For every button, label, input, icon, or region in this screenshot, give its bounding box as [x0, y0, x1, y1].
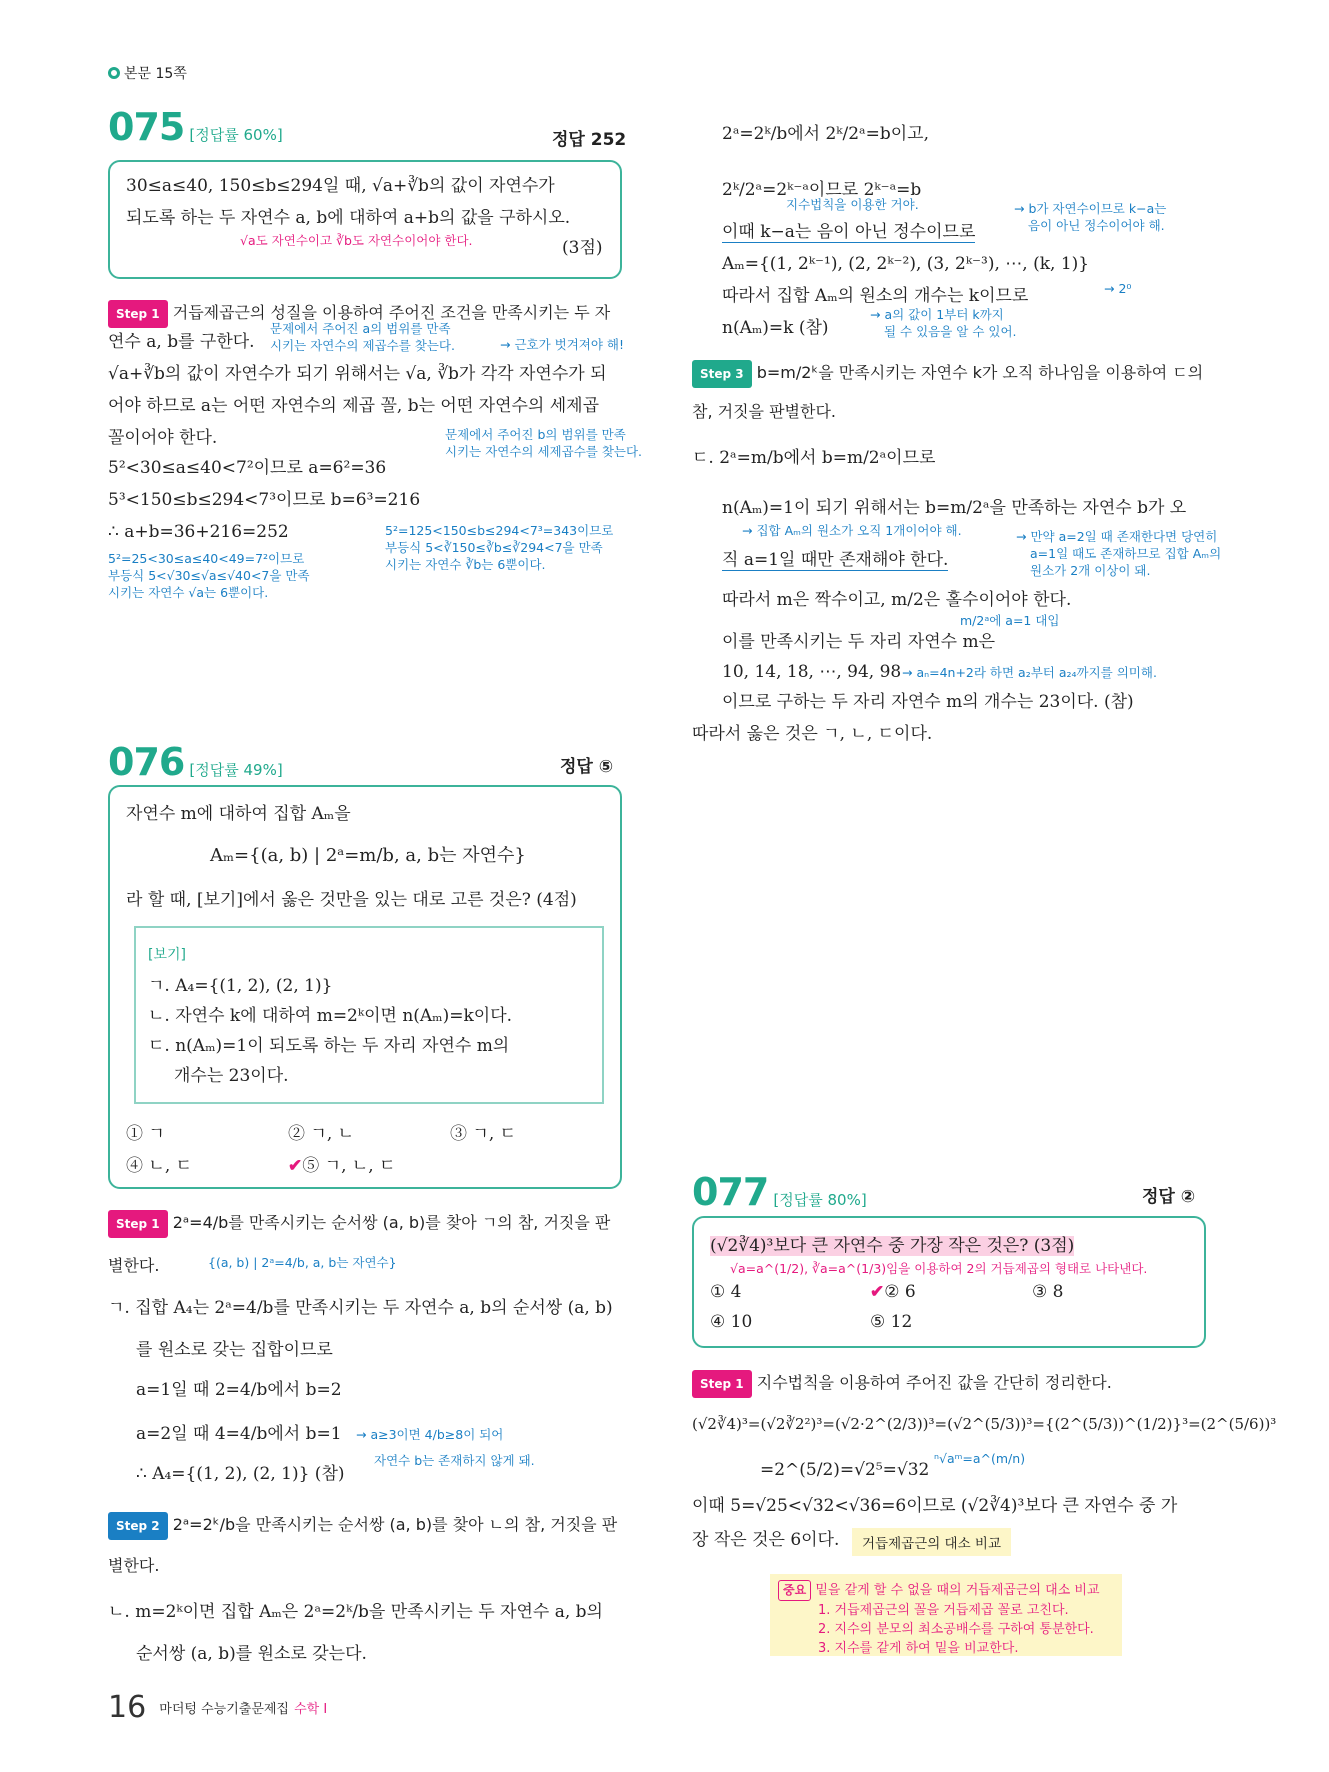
hint-077: √a=a^(1/2), ∛a=a^(1/3)임을 이용하여 2의 거듭제곱의 형태로 나타낸다. — [730, 1261, 1148, 1276]
answer-075: 정답 252 — [552, 130, 627, 150]
solution-075-line2: 연수 a, b를 구한다. — [108, 332, 255, 352]
choice-1[interactable]: ① ㄱ — [126, 1124, 165, 1144]
sol-r5: 따라서 집합 Aₘ의 원소의 개수는 k이므로 — [722, 286, 1029, 306]
sol-d8: 따라서 옳은 것은 ㄱ, ㄴ, ㄷ이다. — [692, 724, 933, 744]
sol-r2: 2ᵏ/2ᵃ=2ᵏ⁻ᵃ이므로 2ᵏ⁻ᵃ=b — [722, 180, 922, 200]
step3-076: Step 3 b=m/2ᵏ을 만족시키는 자연수 k가 오직 하나임을 이용하여 ㄷ의 — [692, 360, 1203, 388]
sol-g1: ㄱ. 집합 A₄는 2ᵃ=4/b를 만족시키는 두 자연수 a, b의 순서쌍 (a, b) — [108, 1298, 613, 1318]
page-ref-label: 본문 15쪽 — [124, 66, 187, 82]
bogi-item-2: ㄴ. 자연수 k에 대하여 m=2ᵏ이면 n(Aₘ)=k이다. — [148, 1006, 513, 1026]
step1-075: Step 1 거듭제곱근의 성질을 이용하여 주어진 조건을 만족시키는 두 자 — [108, 300, 610, 328]
step-badge: Step 1 — [108, 300, 168, 328]
step-badge: Step 1 — [692, 1370, 752, 1398]
note-g4: → a≥3이면 4/b≥8이 되어 — [356, 1427, 504, 1442]
sol-e3: 이때 5=√25<√32<√36=6이므로 (√2∛4)³보다 큰 자연수 중 가 — [692, 1496, 1178, 1516]
question-076-line2: 라 할 때, [보기]에서 옳은 것만을 있는 대로 고른 것은? (4점) — [126, 890, 577, 910]
question-075-line1: 30≤a≤40, 150≤b≤294일 때, √a+∛b의 값이 자연수가 — [126, 176, 555, 196]
check-icon: ✔ — [870, 1282, 885, 1302]
note-075-1: 문제에서 주어진 a의 범위를 만족 시키는 자연수의 제곱수를 찾는다. — [270, 321, 455, 353]
step-badge: Step 3 — [692, 360, 752, 388]
sol-d7: 이므로 구하는 두 자리 자연수 m의 개수는 23이다. (참) — [722, 692, 1134, 712]
bogi-item-3: ㄷ. n(Aₘ)=1이 되도록 하는 두 자리 자연수 m의 — [148, 1036, 510, 1056]
correct-rate: [정답률 80%] — [773, 1191, 867, 1209]
note-075-2: → 근호가 벗겨져야 해! — [500, 337, 625, 352]
problem-075-header — [108, 105, 283, 149]
sol-g5: ∴ A₄={(1, 2), (2, 1)} (참) — [136, 1464, 345, 1484]
choice-1[interactable]: ① 4 — [710, 1282, 742, 1302]
note-d2: → 집합 Aₘ의 원소가 오직 1개이어야 해. — [742, 523, 962, 538]
sol-d1: ㄷ. 2ᵃ=m/b에서 b=m/2ᵃ이므로 — [692, 448, 936, 468]
hint-075: √a도 자연수이고 ∛b도 자연수이어야 한다. — [240, 233, 473, 248]
step-badge: Step 1 — [108, 1210, 168, 1238]
solution-075-line4: 어야 하므로 a는 어떤 자연수의 제곱 꼴, b는 어떤 자연수의 세제곱 — [108, 396, 600, 416]
sol-n1: ㄴ. m=2ᵏ이면 집합 Aₘ은 2ᵃ=2ᵏ/b을 만족시키는 두 자연수 a, b의 — [108, 1602, 603, 1622]
note-075-5: 5²=25<30≤a≤40<49=7²이므로 부등식 5<√30≤√a≤√40<7을 만족 시키는 자연수 √a는 6뿐이다. — [108, 551, 310, 600]
note-r3: → b가 자연수이므로 k−a는 음이 아닌 정수이어야 해. — [1014, 201, 1167, 233]
step3-076-cont: 참, 거짓을 판별한다. — [692, 402, 836, 421]
sol-d6: 10, 14, 18, ⋯, 94, 98 — [722, 662, 902, 682]
problem-number: 077 — [692, 1170, 769, 1214]
solution-075-line8: ∴ a+b=36+216=252 — [108, 522, 289, 542]
choice-2[interactable]: ② ㄱ, ㄴ — [288, 1124, 355, 1144]
solution-075-line3: √a+∛b의 값이 자연수가 되기 위해서는 √a, ∛b가 각각 자연수가 되 — [108, 364, 607, 384]
bogi-item-3-cont: 개수는 23이다. — [174, 1066, 289, 1086]
choice-4[interactable]: ④ 10 — [710, 1312, 753, 1332]
step2-076-cont: 별한다. — [108, 1556, 160, 1575]
note-d6: → aₙ=4n+2라 하면 a₂부터 a₂₄까지를 의미해. — [902, 665, 1157, 680]
correct-rate: [정답률 60%] — [189, 126, 283, 144]
note-e2: ⁿ√aᵐ=a^(m/n) — [934, 1451, 1026, 1466]
answer-077: 정답 ② — [1142, 1187, 1196, 1207]
sol-r1: 2ᵃ=2ᵏ/b에서 2ᵏ/2ᵃ=b이고, — [722, 124, 929, 144]
circle-icon — [108, 67, 120, 79]
bogi-title: [보기] — [148, 947, 186, 963]
question-076-line1: 자연수 m에 대하여 집합 Aₘ을 — [126, 804, 351, 824]
sol-e4: 장 작은 것은 6이다. — [692, 1530, 840, 1550]
subject: 수학 I — [294, 1702, 328, 1717]
step1-077: Step 1 지수법칙을 이용하여 주어진 값을 간단히 정리한다. — [692, 1370, 1112, 1398]
choice-2[interactable]: ✔② 6 — [870, 1282, 916, 1302]
problem-077-header — [692, 1170, 867, 1214]
problem-076-header — [108, 740, 283, 784]
note-d4: m/2ᵃ에 a=1 대입 — [960, 613, 1060, 628]
step1-076-cont: 별한다. — [108, 1256, 160, 1275]
set-note: {(a, b) | 2ᵃ=4/b, a, b는 자연수} — [208, 1255, 397, 1270]
problem-number: 075 — [108, 105, 185, 149]
bogi-item-1: ㄱ. A₄={(1, 2), (2, 1)} — [148, 976, 333, 996]
choice-3[interactable]: ③ ㄱ, ㄷ — [450, 1124, 517, 1144]
question-075-line2: 되도록 하는 두 자연수 a, b에 대하여 a+b의 값을 구하시오. — [126, 208, 571, 228]
solution-075-line6: 5²<30≤a≤40<7²이므로 a=6²=36 — [108, 458, 387, 478]
page-number: 16 — [108, 1690, 147, 1725]
question-077: (√2∛4)³보다 큰 자연수 중 가장 작은 것은? (3점) — [710, 1236, 1075, 1256]
solution-075-line5: 꼴이어야 한다. — [108, 428, 218, 448]
set-definition: Aₘ={(a, b) | 2ᵃ=m/b, a, b는 자연수} — [210, 845, 526, 866]
note-d3: → 만약 a=2일 때 존재한다면 당연히 a=1일 때도 존재하므로 집합 Aₘ의 원소가 2개 이상이 돼. — [1016, 529, 1222, 578]
note-r2: 지수법칙을 이용한 거야. — [786, 197, 919, 212]
compare-label: 거듭제곱근의 대소 비교 — [852, 1528, 1011, 1556]
sol-d5: 이를 만족시키는 두 자리 자연수 m은 — [722, 632, 996, 652]
correct-rate: [정답률 49%] — [189, 761, 283, 779]
answer-076: 정답 ⑤ — [560, 757, 614, 777]
footer — [108, 1690, 327, 1725]
note-075-4: 5²=125<150≤b≤294<7³=343이므로 부등식 5<∛150≤∛b≤∛294<7을 만족 시키는 자연수 ∛b는 6뿐이다. — [385, 523, 614, 572]
important-content: 중요 밑을 같게 할 수 없을 때의 거듭제곱근의 대소 비교 1. 거듭제곱근의 꼴을 거듭제곱 꼴로 고친다. 2. 지수의 분모의 최소공배수를 구하여 통분한다. 3. 지수를 같게 하여 밑을 비교한다. — [778, 1580, 1100, 1658]
sol-e1: (√2∛4)³=(√2∛2²)³=(√2·2^(2/3))³=(√2^(5/3))³={(2^(5/3))^(1/2)}³=(2^(5/6))³ — [692, 1415, 1277, 1433]
step2-076: Step 2 2ᵃ=2ᵏ/b을 만족시키는 순서쌍 (a, b)를 찾아 ㄴ의 참, 거짓을 판 — [108, 1512, 617, 1540]
note-075-3: 문제에서 주어진 b의 범위를 만족 시키는 자연수의 세제곱수를 찾는다. — [445, 427, 643, 459]
note-r6: → a의 값이 1부터 k까지 될 수 있음을 알 수 있어. — [870, 307, 1017, 339]
points-075: (3점) — [562, 238, 603, 258]
choice-5[interactable]: ✔⑤ ㄱ, ㄴ, ㄷ — [288, 1156, 396, 1176]
check-icon: ✔ — [288, 1156, 303, 1176]
sol-d2: n(Aₘ)=1이 되기 위해서는 b=m/2ᵃ을 만족하는 자연수 b가 오 — [722, 498, 1187, 518]
sol-d3: 직 a=1일 때만 존재해야 한다. — [722, 550, 949, 570]
choice-4[interactable]: ④ ㄴ, ㄷ — [126, 1156, 193, 1176]
step1-076: Step 1 2ᵃ=4/b를 만족시키는 순서쌍 (a, b)를 찾아 ㄱ의 참, 거짓을 판 — [108, 1210, 610, 1238]
important-tag: 중요 — [778, 1580, 811, 1601]
solution-075-line7: 5³<150≤b≤294<7³이므로 b=6³=216 — [108, 490, 421, 510]
sol-r6: n(Aₘ)=k (참) — [722, 318, 829, 338]
sol-r3: 이때 k−a는 음이 아닌 정수이므로 — [722, 222, 976, 242]
sol-d4: 따라서 m은 짝수이고, m/2은 홀수이어야 한다. — [722, 590, 1072, 610]
choice-5[interactable]: ⑤ 12 — [870, 1312, 913, 1332]
sol-g3: a=1일 때 2=4/b에서 b=2 — [136, 1380, 342, 1400]
choice-3[interactable]: ③ 8 — [1032, 1282, 1064, 1302]
sol-g2: 를 원소로 갖는 집합이므로 — [136, 1340, 333, 1360]
sol-n2: 순서쌍 (a, b)를 원소로 갖는다. — [136, 1644, 367, 1664]
sol-g4: a=2일 때 4=4/b에서 b=1 — [136, 1424, 342, 1444]
problem-number: 076 — [108, 740, 185, 784]
page-ref — [108, 63, 187, 83]
note-g4-2: 자연수 b는 존재하지 않게 돼. — [374, 1453, 535, 1468]
book-title: 마더텅 수능기출문제집 — [159, 1702, 289, 1717]
note-r4: → 2⁰ — [1104, 281, 1132, 296]
sol-r4: Aₘ={(1, 2ᵏ⁻¹), (2, 2ᵏ⁻²), (3, 2ᵏ⁻³), ⋯, (k, 1)} — [722, 254, 1090, 274]
sol-e2: =2^(5/2)=√2⁵=√32 — [760, 1460, 930, 1480]
step-badge: Step 2 — [108, 1512, 168, 1540]
